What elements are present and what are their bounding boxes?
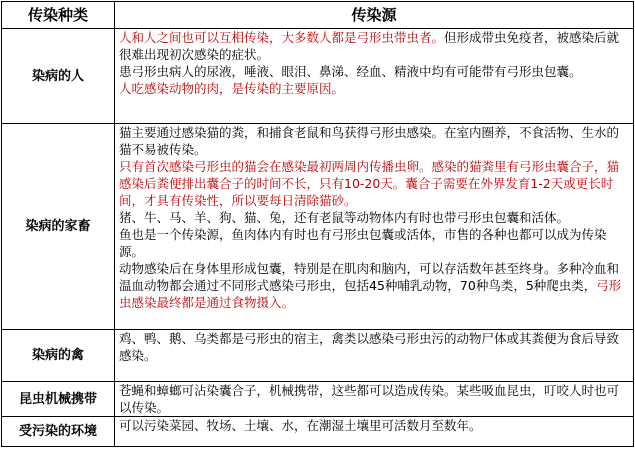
source-paragraph xyxy=(118,382,630,416)
highlight-text: 人和人之间也可以互相传染，大多数人都是弓形虫带虫者。 xyxy=(119,30,445,45)
table-row xyxy=(2,382,634,417)
body-text: 但形成带虫免疫者，被感染后就很难出现初次感染的症状。 xyxy=(119,30,620,62)
header-source: 传染源 xyxy=(115,2,634,29)
source-paragraph xyxy=(118,330,630,364)
header-row xyxy=(2,2,634,29)
row-category: 染病的人 xyxy=(2,29,115,124)
row-source-cell xyxy=(115,382,634,417)
source-paragraph xyxy=(118,63,630,80)
source-paragraph xyxy=(118,124,630,158)
body-text: 患弓形虫病人的尿液，唾液、眼泪、鼻涕、经血、精液中均有可能带有弓形虫包囊。 xyxy=(119,64,582,79)
table-row xyxy=(2,330,634,382)
row-category: 受污染的环境 xyxy=(2,417,115,447)
body-text: 动物感染后在身体里形成包囊，特别是在肌肉和脑内，可以存活数年甚至终身。多种冷血和温血动物都会通过不同形式感染弓形虫，包括45种哺乳动物，70种鸟类，5种爬虫类， xyxy=(119,261,620,293)
row-source-cell xyxy=(115,29,634,124)
body-text: 苍蝇和蟑螂可沾染囊合子，机械携带，这些都可以造成传染。某些吸血昆虫，叮咬人时也可以传染。 xyxy=(119,383,620,415)
table-row xyxy=(2,124,634,330)
row-source-cell xyxy=(115,330,634,382)
toxoplasma-source-table xyxy=(1,1,634,447)
header-category: 传染种类 xyxy=(2,2,115,29)
table-row xyxy=(2,417,634,447)
source-paragraph xyxy=(118,226,630,260)
row-source-cell xyxy=(115,124,634,330)
table-row xyxy=(2,29,634,124)
row-source-cell xyxy=(115,417,634,447)
source-paragraph xyxy=(118,158,630,209)
body-text: 猪、牛、马、羊、狗、猫、兔，还有老鼠等动物体内有时也带弓形虫包囊和活体。 xyxy=(119,210,570,225)
highlight-text: 人吃感染动物的肉，是传染的主要原因。 xyxy=(119,81,345,96)
row-category: 染病的家畜 xyxy=(2,124,115,330)
row-category: 昆虫机械携带 xyxy=(2,382,115,417)
highlight-text: 只有首次感染弓形虫的猫会在感染最初两周内传播虫卵。感染的猫粪里有弓形虫囊合子，猫感染后粪便排出囊合子的时间不长，只有10-20天。囊合子需要在外界发育1-2天或更长时间，才具有传染性，所以要每日清除猫砂。 xyxy=(119,159,620,208)
source-paragraph xyxy=(118,260,630,311)
row-category: 染病的禽 xyxy=(2,330,115,382)
body-text: 鸡、鸭、鹅、乌类都是弓形虫的宿主，禽类以感染弓形虫污的动物尸体或其粪便为食后导致感染。 xyxy=(119,331,620,363)
source-paragraph xyxy=(118,80,630,97)
body-text: 猫主要通过感染猫的粪，和捕食老鼠和鸟获得弓形虫感染。在室内圈养，不食活物、生水的猫不易被传染。 xyxy=(119,125,620,157)
source-paragraph xyxy=(118,417,630,434)
table-body xyxy=(2,29,634,447)
body-text: 可以污染菜园、牧场、土壤、水，在潮湿土壤里可活数月至数年。 xyxy=(119,418,482,433)
source-paragraph xyxy=(118,209,630,226)
highlight-text: 弓形虫感染最终都是通过食物摄入。 xyxy=(119,278,622,310)
body-text: 鱼也是一个传染源，鱼肉体内有时也有弓形虫包囊或活体，市售的各种也都可以成为传染源。 xyxy=(119,227,607,259)
source-paragraph xyxy=(118,29,630,63)
